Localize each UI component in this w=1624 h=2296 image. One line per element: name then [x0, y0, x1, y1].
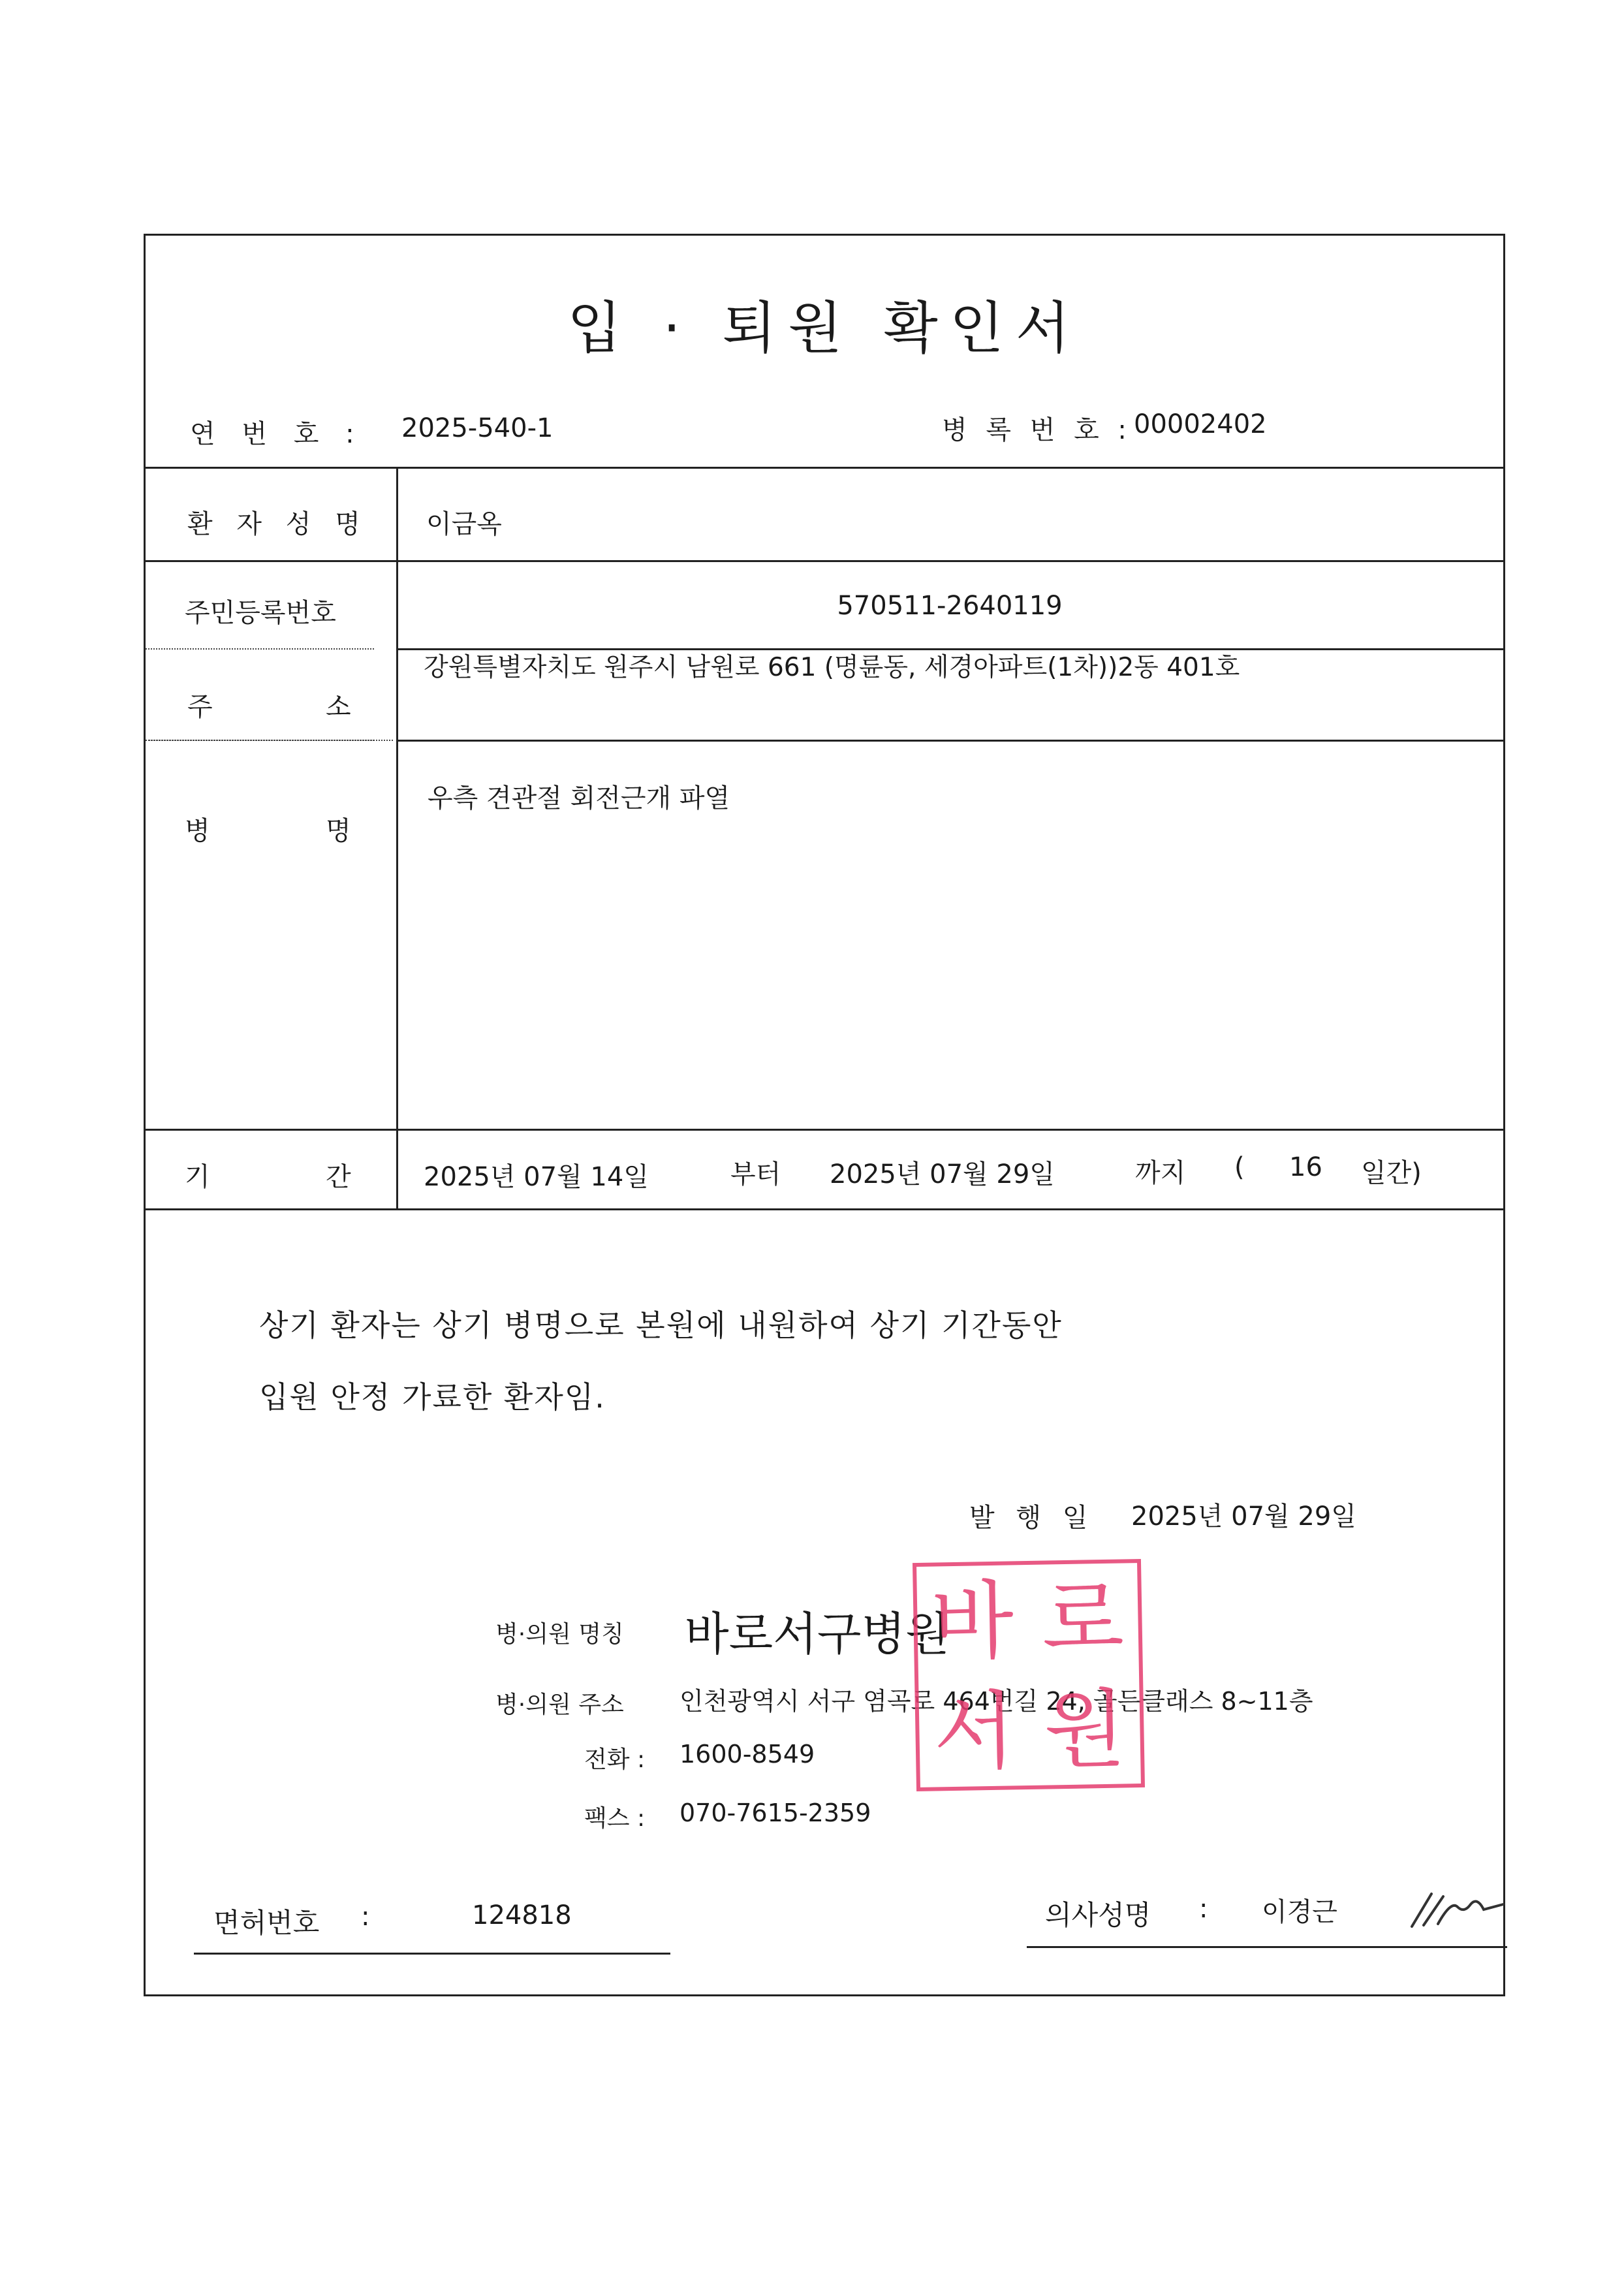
license-underline	[194, 1953, 670, 1955]
period-open-paren: (	[1234, 1152, 1245, 1182]
stamp-char: 로	[1040, 1568, 1125, 1670]
patient-name-value: 이금옥	[426, 509, 502, 539]
period-label-2: 간	[326, 1162, 351, 1192]
period-start: 2025년 07월 14일	[424, 1162, 649, 1192]
period-until: 까지	[1135, 1158, 1186, 1188]
serial-value: 2025-540-1	[401, 413, 554, 443]
divider	[146, 1129, 1503, 1131]
doctor-signature	[1405, 1881, 1510, 1933]
divider	[146, 1208, 1503, 1210]
doctor-label: 의사성명	[1045, 1899, 1151, 1931]
stamp-char: 원	[1042, 1678, 1127, 1780]
hospital-fax-label: 팩스 :	[584, 1805, 646, 1832]
patient-name-label: 환 자 성 명	[187, 509, 368, 539]
address-label-2: 소	[326, 692, 351, 722]
diagnosis-label-2: 명	[326, 816, 351, 846]
statement-line-2: 입원 안정 가료한 환자임.	[259, 1379, 606, 1415]
doctor-underline	[1027, 1946, 1507, 1948]
resident-no-label: 주민등록번호	[185, 598, 336, 628]
doctor-name: 이경근	[1262, 1897, 1337, 1927]
address-value: 강원특별자치도 원주시 남원로 661 (명륜동, 세경아파트(1차))2동 401호	[424, 653, 1240, 682]
license-colon: :	[361, 1902, 370, 1932]
period-days: 16	[1289, 1152, 1322, 1182]
certificate-form	[144, 234, 1505, 1996]
hospital-address: 인천광역시 서구 염곡로 464번길 24, 골든클래스 8~11층	[679, 1687, 1313, 1716]
period-end: 2025년 07월 29일	[830, 1159, 1055, 1189]
license-label: 면허번호	[213, 1907, 320, 1939]
hospital-phone-label: 전화 :	[584, 1746, 646, 1773]
divider	[146, 467, 1503, 469]
record-label: 병 록 번 호 :	[942, 415, 1132, 445]
hospital-seal-stamp	[913, 1559, 1145, 1791]
divider	[146, 648, 374, 650]
divider	[397, 740, 1503, 742]
resident-no-value: 570511-2640119	[837, 591, 1063, 621]
address-label-1: 주	[187, 692, 213, 722]
hospital-phone: 1600-8549	[679, 1740, 815, 1769]
period-from: 부터	[730, 1159, 781, 1189]
diagnosis-label-1: 병	[185, 816, 210, 846]
serial-label: 연 번 호 :	[190, 419, 364, 449]
statement-line-1: 상기 환자는 상기 병명으로 본원에 내원하여 상기 기간동안	[259, 1308, 1063, 1343]
hospital-fax: 070-7615-2359	[679, 1799, 871, 1827]
label-column-divider	[396, 467, 398, 1208]
issue-date: 2025년 07월 29일	[1131, 1502, 1356, 1532]
issue-label: 발 행 일	[969, 1503, 1095, 1533]
diagnosis-value: 우측 견관절 회전근개 파열	[428, 783, 730, 813]
period-days-unit: 일간)	[1361, 1158, 1422, 1188]
stamp-char: 바	[930, 1570, 1015, 1672]
divider	[146, 560, 1503, 562]
doctor-colon: :	[1199, 1894, 1208, 1924]
hospital-name-label: 병·의원 명칭	[495, 1621, 624, 1648]
period-label-1: 기	[185, 1162, 210, 1192]
hospital-name: 바로서구병원	[685, 1607, 950, 1661]
hospital-address-label: 병·의원 주소	[495, 1691, 624, 1718]
license-value: 124818	[472, 1900, 572, 1930]
record-value: 00002402	[1134, 409, 1267, 439]
divider	[146, 740, 393, 741]
document-title: 입 · 퇴원 확인서	[567, 296, 1082, 361]
stamp-char: 서	[932, 1680, 1017, 1782]
